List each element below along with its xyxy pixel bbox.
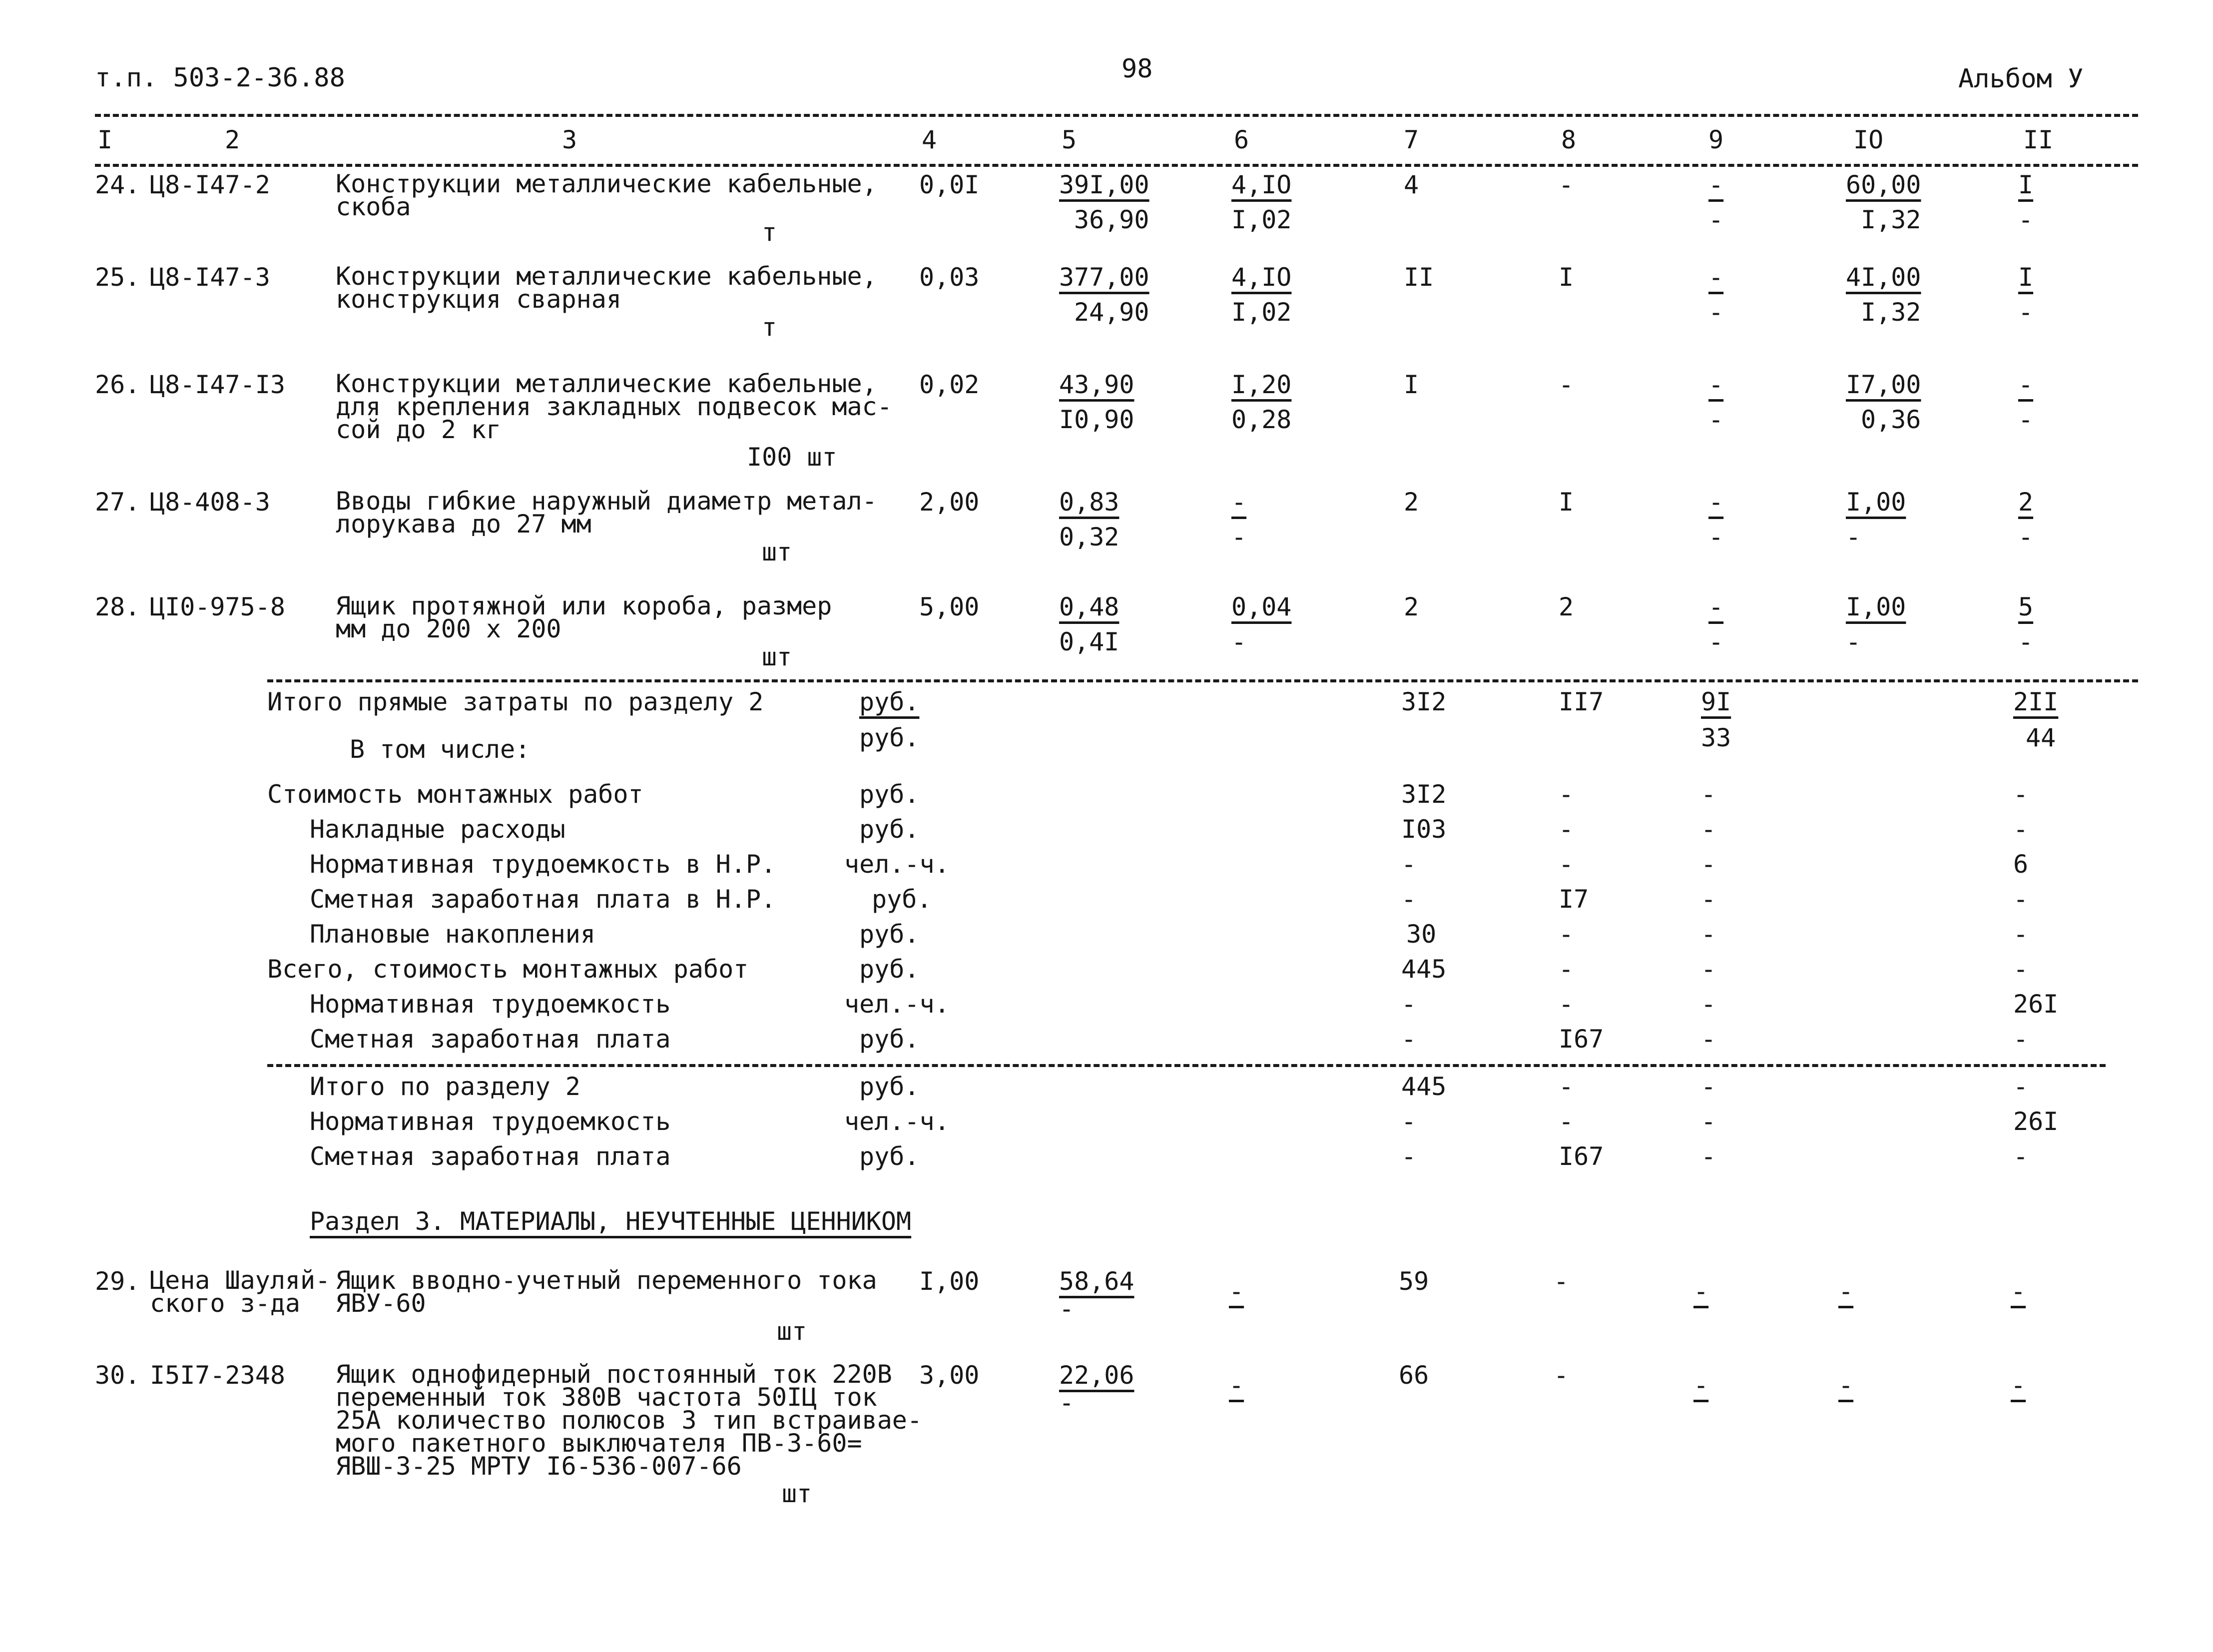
col5-bottom: - <box>1059 1294 1075 1323</box>
col7: II <box>1404 263 1434 292</box>
summary-col7: - <box>1401 850 1417 879</box>
summary-col7: I03 <box>1401 815 1447 844</box>
col10-top: 4I,00 <box>1846 263 1921 292</box>
divider <box>95 114 2138 117</box>
col11-bottom: - <box>2018 205 2034 234</box>
col6-top: 4,IO <box>1231 170 1292 199</box>
row-unit: т <box>762 313 777 342</box>
col6-bottom: I,02 <box>1231 205 1292 234</box>
summary-col11: 44 <box>2026 723 2056 752</box>
summary-unit: чел.-ч. <box>844 850 950 879</box>
col-5: 5 <box>1062 125 1077 154</box>
col9-bottom: - <box>1708 523 1724 551</box>
summary-col8: - <box>1559 990 1574 1019</box>
row-unit: шт <box>777 1317 807 1346</box>
col11-bottom: - <box>2018 627 2034 656</box>
row-description: Конструкции металлические кабельные, конструкция сварная <box>336 262 877 314</box>
summary-label: Итого прямые затраты по разделу 2 <box>267 687 764 716</box>
col8: - <box>1559 170 1574 199</box>
row-quantity: 0,03 <box>919 263 980 292</box>
col8: - <box>1554 1361 1569 1390</box>
summary-label: Стоимость монтажных работ <box>267 780 643 809</box>
total-col11: 26I <box>2013 1107 2059 1136</box>
total-col9: - <box>1701 1107 1716 1136</box>
col7: 2 <box>1404 488 1419 517</box>
summary-col8: - <box>1559 955 1574 984</box>
total-label: Итого по разделу 2 <box>310 1072 580 1101</box>
summary-col7: 30 <box>1406 920 1437 949</box>
col5-bottom: 0,32 <box>1059 523 1119 551</box>
col-11: II <box>2023 125 2054 154</box>
col7: 66 <box>1399 1361 1429 1390</box>
summary-col7: 3I2 <box>1401 780 1447 809</box>
album-label: Альбом У <box>1958 64 2084 94</box>
col6-bottom: - <box>1231 523 1247 551</box>
col11-bottom: - <box>2018 523 2034 551</box>
summary-unit: руб. <box>859 1025 920 1054</box>
row-description: Ящик вводно-учетный переменного тока ЯВУ-60 <box>336 1266 877 1318</box>
divider <box>267 1064 2106 1067</box>
summary-col7: - <box>1401 885 1417 914</box>
col8: - <box>1554 1267 1569 1296</box>
col-4: 4 <box>922 125 937 154</box>
row-description: Конструкции металлические кабельные, скоба <box>336 169 877 221</box>
col5-bottom: I0,90 <box>1059 405 1134 434</box>
col-3: 3 <box>562 125 577 154</box>
col11-top: I <box>2018 170 2034 199</box>
summary-col9: - <box>1701 990 1716 1019</box>
col5-top: 377,00 <box>1059 263 1149 292</box>
col11-top: 2 <box>2018 488 2034 517</box>
total-col11: - <box>2013 1142 2029 1171</box>
summary-unit: руб. <box>859 955 920 984</box>
col11-top: 5 <box>2018 592 2034 621</box>
summary-col7: - <box>1401 1025 1417 1054</box>
summary-col7: 445 <box>1401 955 1447 984</box>
row-unit: шт <box>762 538 792 566</box>
row-code: Ц8-I47-2 <box>150 170 270 199</box>
col6-top: I,20 <box>1231 370 1292 399</box>
col9-top: - <box>1708 263 1724 292</box>
summary-col9: - <box>1701 885 1716 914</box>
col-7: 7 <box>1404 125 1419 154</box>
summary-col9: 9I <box>1701 687 1731 716</box>
col-10: IO <box>1853 125 1884 154</box>
total-label: Сметная заработная плата <box>310 1142 671 1171</box>
col10-top: I,00 <box>1846 488 1906 517</box>
summary-col9: - <box>1701 1025 1716 1054</box>
summary-label: Сметная заработная плата <box>310 1025 671 1054</box>
col5-bottom: 36,90 <box>1074 205 1149 234</box>
row-code: Ц8-408-3 <box>150 488 270 517</box>
total-col8: I67 <box>1559 1142 1604 1171</box>
summary-col11: - <box>2013 780 2029 809</box>
col5-top: 0,83 <box>1059 488 1119 517</box>
col9-bottom: - <box>1708 627 1724 656</box>
col6-bottom: - <box>1231 627 1247 656</box>
summary-label: Нормативная трудоемкость в Н.Р. <box>310 850 776 879</box>
col10: - <box>1838 1371 1854 1400</box>
row-quantity: 0,02 <box>919 370 980 399</box>
col10-bottom: - <box>1846 523 1861 551</box>
total-label: Нормативная трудоемкость <box>310 1107 671 1136</box>
col7: 59 <box>1399 1267 1429 1296</box>
col8: I <box>1559 263 1574 292</box>
col5-top: 22,06 <box>1059 1361 1134 1390</box>
col10-bottom: - <box>1846 627 1861 656</box>
row-unit: шт <box>782 1479 812 1508</box>
summary-label: Накладные расходы <box>310 815 565 844</box>
col9-top: - <box>1708 488 1724 517</box>
col11-top: - <box>2018 370 2034 399</box>
col11: - <box>2011 1277 2026 1306</box>
col-9: 9 <box>1708 125 1724 154</box>
col9-bottom: - <box>1708 405 1724 434</box>
col6: - <box>1229 1277 1244 1306</box>
summary-unit: руб. <box>859 723 920 752</box>
col11-bottom: - <box>2018 405 2034 434</box>
col5-top: 0,48 <box>1059 592 1119 621</box>
summary-col11: 26I <box>2013 990 2059 1019</box>
row-quantity: I,00 <box>919 1267 980 1296</box>
summary-label: Сметная заработная плата в Н.Р. <box>310 885 776 914</box>
summary-col7: - <box>1401 990 1417 1019</box>
summary-col9: - <box>1701 955 1716 984</box>
summary-unit: руб. <box>859 687 920 716</box>
summary-col9: - <box>1701 850 1716 879</box>
total-col7: - <box>1401 1107 1417 1136</box>
col9: - <box>1693 1277 1709 1306</box>
section-heading: Раздел 3. МАТЕРИАЛЫ, НЕУЧТЕННЫЕ ЦЕННИКОМ <box>310 1207 912 1236</box>
col10-top: 60,00 <box>1846 170 1921 199</box>
row-description: Ящик однофидерный постоянный ток 220В переменный ток 380В частота 50IЦ ток 25А количество полюсов 3 тип встраивае- мого пакетного выключателя ПВ-3-60= ЯВШ-3-25 МРТУ I6-536-007-66 <box>336 1360 922 1481</box>
total-unit: руб. <box>859 1142 920 1171</box>
summary-label: Плановые накопления <box>310 920 595 949</box>
col8: - <box>1559 370 1574 399</box>
summary-col8: I7 <box>1559 885 1589 914</box>
col-6: 6 <box>1234 125 1249 154</box>
total-col7: - <box>1401 1142 1417 1171</box>
col8: I <box>1559 488 1574 517</box>
col6-bottom: 0,28 <box>1231 405 1292 434</box>
row-code: ЦI0-975-8 <box>150 592 285 621</box>
col6-top: 0,04 <box>1231 592 1292 621</box>
row-unit: шт <box>762 642 792 671</box>
row-number: 26. <box>95 370 140 399</box>
total-col9: - <box>1701 1142 1716 1171</box>
col5-bottom: 24,90 <box>1074 298 1149 327</box>
col6: - <box>1229 1371 1244 1400</box>
total-col9: - <box>1701 1072 1716 1101</box>
total-unit: чел.-ч. <box>844 1107 950 1136</box>
summary-col7: 3I2 <box>1401 687 1447 716</box>
divider <box>95 164 2138 167</box>
summary-col9: - <box>1701 815 1716 844</box>
summary-col9: - <box>1701 780 1716 809</box>
summary-col11: - <box>2013 815 2029 844</box>
total-col11: - <box>2013 1072 2029 1101</box>
row-quantity: 5,00 <box>919 592 980 621</box>
summary-col11: - <box>2013 885 2029 914</box>
doc-code: т.п. 503-2-36.88 <box>95 63 345 93</box>
col9-bottom: - <box>1708 205 1724 234</box>
col9-top: - <box>1708 170 1724 199</box>
row-number: 30. <box>95 1361 140 1390</box>
col6-top: 4,IO <box>1231 263 1292 292</box>
summary-label: Нормативная трудоемкость <box>310 990 671 1019</box>
row-description: Ящик протяжной или короба, размер мм до 200 х 200 <box>336 591 832 643</box>
col9-top: - <box>1708 592 1724 621</box>
page-number: 98 <box>1121 54 1153 84</box>
row-quantity: 0,0I <box>919 170 980 199</box>
col9-bottom: - <box>1708 298 1724 327</box>
row-code: I5I7-2348 <box>150 1361 285 1390</box>
col5-bottom: 0,4I <box>1059 627 1119 656</box>
col11-bottom: - <box>2018 298 2034 327</box>
col-1: I <box>97 125 113 154</box>
col6-bottom: I,02 <box>1231 298 1292 327</box>
summary-col8: - <box>1559 780 1574 809</box>
total-col7: 445 <box>1401 1072 1447 1101</box>
col7: I <box>1404 370 1419 399</box>
col11: - <box>2011 1371 2026 1400</box>
summary-unit: руб. <box>859 815 920 844</box>
summary-col11: 2II <box>2013 687 2059 716</box>
col5-top: 39I,00 <box>1059 170 1149 199</box>
col10-bottom: I,32 <box>1861 298 1921 327</box>
summary-col9: 33 <box>1701 723 1731 752</box>
row-code: Ц8-I47-I3 <box>150 370 285 399</box>
row-unit: I00 шт <box>747 443 837 472</box>
row-number: 25. <box>95 263 140 292</box>
col-8: 8 <box>1561 125 1577 154</box>
col6-top: - <box>1231 488 1247 517</box>
summary-unit: руб. <box>859 920 920 949</box>
col10: - <box>1838 1277 1854 1306</box>
summary-col11: - <box>2013 955 2029 984</box>
row-number: 24. <box>95 170 140 199</box>
summary-col11: 6 <box>2013 850 2029 879</box>
summary-label: Всего, стоимость монтажных работ <box>267 955 749 984</box>
col7: 4 <box>1404 170 1419 199</box>
total-unit: руб. <box>859 1072 920 1101</box>
summary-col8: II7 <box>1559 687 1604 716</box>
summary-label: В том числе: <box>350 735 531 764</box>
summary-col8: I67 <box>1559 1025 1604 1054</box>
col10-top: I,00 <box>1846 592 1906 621</box>
col5-top: 43,90 <box>1059 370 1134 399</box>
col10-bottom: I,32 <box>1861 205 1921 234</box>
row-number: 27. <box>95 488 140 517</box>
total-col8: - <box>1559 1107 1574 1136</box>
row-unit: т <box>762 218 777 247</box>
summary-col8: - <box>1559 920 1574 949</box>
row-quantity: 3,00 <box>919 1361 980 1390</box>
col10-bottom: 0,36 <box>1861 405 1921 434</box>
summary-unit: руб. <box>859 780 920 809</box>
col7: 2 <box>1404 592 1419 621</box>
row-description: Конструкции металлические кабельные, для крепления закладных подвесок мас- сой до 2 кг <box>336 369 892 444</box>
col11-top: I <box>2018 263 2034 292</box>
summary-col11: - <box>2013 1025 2029 1054</box>
col8: 2 <box>1559 592 1574 621</box>
col5-bottom: - <box>1059 1388 1075 1417</box>
row-code: Ц8-I47-3 <box>150 263 270 292</box>
col9-top: - <box>1708 370 1724 399</box>
summary-unit: чел.-ч. <box>844 990 950 1019</box>
summary-col11: - <box>2013 920 2029 949</box>
col10-top: I7,00 <box>1846 370 1921 399</box>
row-code: Цена Шауляй- ского з-да <box>150 1266 331 1318</box>
row-quantity: 2,00 <box>919 488 980 517</box>
summary-col9: - <box>1701 920 1716 949</box>
divider <box>267 679 2138 682</box>
col-2: 2 <box>225 125 240 154</box>
col9: - <box>1693 1371 1709 1400</box>
row-description: Вводы гибкие наружный диаметр метал- лорукава до 27 мм <box>336 487 877 539</box>
total-col8: - <box>1559 1072 1574 1101</box>
row-number: 29. <box>95 1267 140 1296</box>
summary-col8: - <box>1559 815 1574 844</box>
col5-top: 58,64 <box>1059 1267 1134 1296</box>
summary-col8: - <box>1559 850 1574 879</box>
row-number: 28. <box>95 592 140 621</box>
summary-unit: руб. <box>872 885 932 914</box>
